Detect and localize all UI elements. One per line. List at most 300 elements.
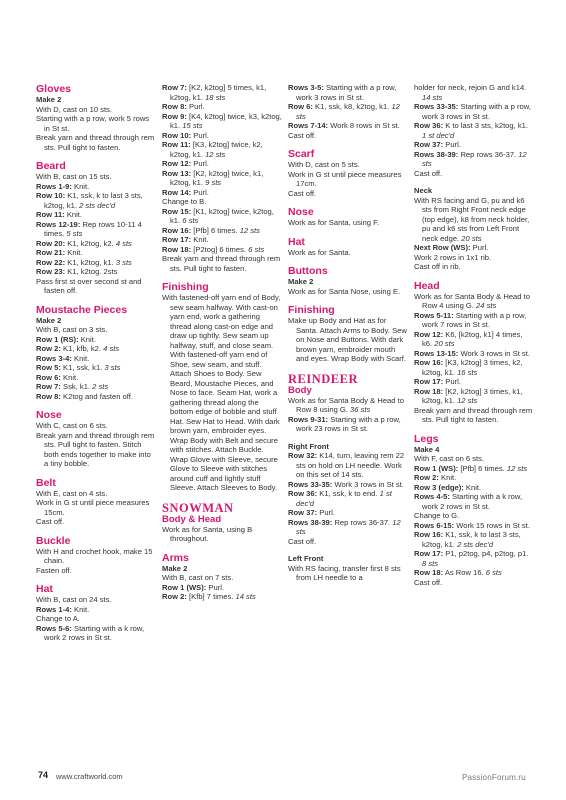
row-label: Row 6: bbox=[36, 372, 61, 382]
section-heading: Moustache Pieces bbox=[36, 303, 128, 316]
section-heading: Finishing bbox=[162, 281, 209, 293]
row-text: Starting with a p row, work 3 rows in St st. bbox=[422, 102, 531, 121]
section-heading: Nose bbox=[36, 409, 62, 421]
section-heading: Hat bbox=[288, 235, 305, 248]
stitch-count: 12 sts bbox=[457, 396, 478, 405]
row-text: Work 15 rows in St st. bbox=[456, 520, 530, 530]
row-label: Rows 9-31: bbox=[288, 414, 329, 424]
instruction-row bbox=[36, 354, 156, 364]
instruction-text bbox=[162, 197, 282, 207]
row-label: Row 1 (RS): bbox=[36, 334, 79, 344]
stitch-count: 12 sts bbox=[296, 517, 401, 536]
instruction-row bbox=[162, 245, 282, 255]
section-heading: Buttons bbox=[288, 265, 328, 277]
row-text: With B, cast on 15 sts. bbox=[36, 172, 112, 181]
instruction-row bbox=[414, 568, 534, 578]
instruction-row bbox=[414, 311, 534, 330]
instruction-text bbox=[288, 131, 408, 141]
section-heading: Legs bbox=[414, 432, 439, 445]
subheading: Right Front bbox=[288, 441, 329, 451]
row-text: K1, kfb, k2. bbox=[63, 344, 102, 353]
row-text: Purl. bbox=[319, 508, 335, 517]
row-label: Rows 5-11: bbox=[414, 310, 454, 320]
row-label: Row 7: bbox=[162, 83, 187, 92]
instruction-text bbox=[36, 498, 156, 517]
row-text: Work as for Santa. bbox=[288, 247, 351, 257]
row-label: Row 17: bbox=[414, 549, 444, 558]
row-text: With F, cast on 6 sts. bbox=[414, 454, 485, 463]
row-text: Ssk, k1. bbox=[63, 382, 91, 391]
instruction-text bbox=[36, 489, 156, 499]
stitch-count: 1 st dec'd bbox=[422, 130, 455, 140]
row-label: Next Row (WS): bbox=[414, 243, 471, 252]
section-heading: Belt bbox=[36, 476, 56, 489]
row-text: K1, ssk, k to last 3 sts, k2tog, k1. bbox=[44, 191, 143, 210]
instruction-text bbox=[36, 133, 156, 152]
row-text: With B, cast on 7 sts. bbox=[162, 573, 234, 582]
column-1 bbox=[36, 83, 156, 643]
row-text: Starting with a p row, work 23 rows in St st. bbox=[296, 414, 401, 433]
row-text: With B, cast on 3 sts. bbox=[36, 325, 108, 334]
row-text: Rep rows 36-37. bbox=[334, 517, 391, 527]
row-text: K to last 3 sts, k2tog, k1. bbox=[445, 121, 528, 130]
instruction-text bbox=[414, 262, 534, 272]
section-heading: Finishing bbox=[288, 304, 335, 316]
row-text: [K2, k2tog] 5 times, k1, k2tog, k1. bbox=[170, 83, 267, 102]
instruction-row bbox=[414, 530, 534, 549]
instruction-row bbox=[36, 258, 156, 268]
stitch-count: 12 sts bbox=[205, 149, 226, 159]
row-label: Row 2: bbox=[414, 473, 439, 482]
instruction-row bbox=[162, 169, 282, 188]
instruction-row bbox=[414, 102, 534, 121]
instruction-row bbox=[36, 382, 156, 392]
instruction-text bbox=[162, 254, 282, 273]
instruction-row bbox=[162, 226, 282, 236]
instruction-row bbox=[288, 121, 408, 131]
row-label: Row 21: bbox=[36, 248, 66, 257]
instruction-row bbox=[36, 373, 156, 383]
row-label: Row 3 (edge): bbox=[414, 482, 464, 492]
row-label: Row 10: bbox=[36, 191, 66, 200]
stitch-count: 4 sts bbox=[115, 238, 132, 248]
row-text: [K3, k2tog] twice, k2, k2tog, k1. bbox=[170, 140, 263, 159]
row-label: Row 16: bbox=[414, 530, 444, 539]
row-text: Knit. bbox=[441, 473, 457, 482]
row-label: Row 37: bbox=[414, 140, 444, 149]
row-label: Row 17: bbox=[162, 235, 192, 244]
instruction-row bbox=[162, 159, 282, 169]
row-text: Knit. bbox=[66, 210, 83, 219]
row-label: Rows 12-19: bbox=[36, 219, 81, 229]
row-label: Rows 38-39: bbox=[288, 517, 333, 527]
instruction-row bbox=[36, 624, 156, 643]
row-text: P1, p2tog, p4, p2tog, p1. bbox=[445, 549, 529, 558]
pattern-subheading: Body & Head bbox=[162, 513, 222, 525]
instruction-text bbox=[162, 293, 282, 493]
instruction-row bbox=[414, 358, 534, 377]
section-heading: Arms bbox=[162, 551, 189, 564]
website-url: www.craftworld.com bbox=[56, 772, 123, 781]
row-text: Work as for Santa, using F. bbox=[288, 218, 380, 227]
stitch-count: 1 st dec'd bbox=[296, 489, 392, 508]
section-heading: Nose bbox=[288, 206, 314, 218]
instruction-row bbox=[36, 267, 156, 277]
instruction-row bbox=[162, 188, 282, 198]
row-text: With fastened-off yarn end of Body, sew seam halfway. With cast-on yarn end, work a gathering thread along cast-on edge and draw up tightly. Sew seam up halfway, stuff, and close seam. With fastened-off yarn end of Shoe, sew seam, and stuff. Attach Shoes to Body. Sew Beard, Moustache Pieces, and Nose to face. Seam Hat, work a gathering thread along the bottom edge of bobble and stuff Hat. Sew Hat to Head. With dark brown yarn, embroider eyes. Wrap Body with Belt and secure with stitches. Attach Buckle. Wrap Glove with Sleeve, secure Glove to Sleeve with stitches around cuff and lightly stuff Sleeve. Attach Sleeves to Body. bbox=[162, 293, 281, 492]
instruction-text bbox=[414, 292, 534, 311]
row-label: Row 16: bbox=[414, 358, 444, 367]
row-text: Starting with a p row, work 3 rows in St st. bbox=[296, 83, 397, 102]
row-text: K1, k2tog. 2sts bbox=[67, 267, 118, 276]
row-text: K2tog and fasten off. bbox=[63, 391, 133, 401]
row-text: Starting with a k row, work 2 rows in St st. bbox=[44, 623, 145, 642]
watermark: PassionForum.ru bbox=[462, 773, 526, 782]
row-label: Rows 1-4: bbox=[36, 604, 72, 614]
row-text: Knit. bbox=[74, 604, 90, 614]
row-text: Fasten off. bbox=[36, 565, 72, 575]
section-heading: Hat bbox=[36, 583, 53, 595]
instruction-row bbox=[162, 112, 282, 131]
row-text: Pass first st over second st and fasten off. bbox=[36, 276, 142, 295]
row-text: With D, cast on 10 sts. bbox=[36, 104, 112, 114]
row-label: Row 5: bbox=[36, 363, 61, 372]
row-text: Work as for Santa Body & Head to Row 8 using G. bbox=[288, 395, 404, 414]
subheading: Left Front bbox=[288, 554, 324, 563]
row-label: Rows 38-39: bbox=[414, 149, 459, 159]
instruction-row bbox=[162, 140, 282, 159]
pattern-subheading: Body bbox=[288, 384, 312, 396]
page-number: 74 bbox=[38, 770, 49, 780]
row-text: [K2, k2tog] 3 times, k1, k2tog, k1. bbox=[422, 386, 523, 405]
row-label: Row 18: bbox=[414, 568, 444, 577]
row-label: Row 10: bbox=[162, 130, 192, 140]
row-text: Change to A. bbox=[36, 614, 80, 623]
row-label: Rows 33-35: bbox=[288, 479, 333, 489]
instruction-text bbox=[288, 316, 408, 364]
row-label: Row 14: bbox=[162, 187, 192, 197]
row-text: Purl. bbox=[445, 140, 461, 149]
instruction-row bbox=[162, 235, 282, 245]
row-text: Cast off in rib. bbox=[414, 262, 461, 271]
instruction-text bbox=[162, 525, 282, 544]
row-label: Rows 1-9: bbox=[36, 181, 72, 191]
instruction-row bbox=[162, 207, 282, 226]
row-text: Work in G st until piece measures 17cm. bbox=[288, 169, 402, 188]
row-text: With H and crochet hook, make 15 chain. bbox=[36, 546, 153, 565]
row-text: Break yarn and thread through rem sts. Pull tight to fasten. bbox=[36, 133, 155, 152]
section-heading: Head bbox=[414, 279, 440, 292]
stitch-count: 2 sts dec'd bbox=[457, 539, 494, 549]
row-text: Starting with a k row, work 2 rows in St st. bbox=[422, 492, 523, 511]
row-label: Row 20: bbox=[36, 238, 66, 248]
stitch-count: 2 sts dec'd bbox=[79, 200, 116, 210]
row-text: Knit. bbox=[63, 372, 79, 382]
stitch-count: 6 sts bbox=[182, 216, 199, 225]
row-text: Starting with a p row, work 7 rows in St st. bbox=[422, 310, 527, 329]
stitch-count: 9 sts bbox=[205, 178, 222, 187]
pattern-title: REINDEER bbox=[288, 371, 358, 386]
stitch-count: 16 sts bbox=[457, 367, 478, 377]
instruction-row bbox=[414, 150, 534, 169]
row-text: Purl. bbox=[193, 187, 209, 197]
instruction-text bbox=[414, 169, 534, 179]
instruction-row bbox=[36, 344, 156, 354]
column-2 bbox=[162, 83, 282, 602]
instruction-row bbox=[414, 349, 534, 359]
row-text: Work in G st until piece measures 15cm. bbox=[36, 498, 150, 517]
instruction-text bbox=[414, 196, 534, 244]
stitch-count: 20 sts bbox=[434, 339, 455, 348]
instruction-row bbox=[36, 220, 156, 239]
subheading: Make 2 bbox=[36, 315, 62, 325]
instruction-text bbox=[288, 537, 408, 547]
instruction-text bbox=[414, 511, 534, 521]
row-text: Purl. bbox=[193, 130, 209, 140]
row-text: Cast off. bbox=[288, 536, 317, 546]
instruction-row bbox=[36, 363, 156, 373]
row-text: Work 3 rows in St st. bbox=[334, 479, 404, 489]
instruction-row bbox=[162, 592, 282, 602]
column-4 bbox=[414, 83, 534, 587]
row-text: Purl. bbox=[189, 102, 205, 111]
row-label: Rows 4-5: bbox=[414, 492, 450, 501]
instruction-row bbox=[414, 140, 534, 150]
instruction-row bbox=[414, 121, 534, 140]
stitch-count: 6 sts bbox=[485, 568, 502, 577]
instruction-row bbox=[414, 243, 534, 253]
instruction-text bbox=[36, 547, 156, 566]
instruction-row bbox=[288, 83, 408, 102]
row-label: Row 12: bbox=[414, 329, 444, 339]
subheading: Make 2 bbox=[36, 95, 62, 104]
row-label: Row 15: bbox=[162, 206, 192, 216]
row-text: K1, ssk, k to end. bbox=[319, 489, 378, 498]
instruction-row bbox=[288, 415, 408, 434]
instruction-text bbox=[414, 454, 534, 464]
stitch-count: 12 sts bbox=[296, 102, 400, 121]
row-label: Row 17: bbox=[414, 377, 444, 386]
row-text: With C, cast on 6 sts. bbox=[36, 421, 108, 430]
row-text: Make up Body and Hat as for Santa. Attach Arms to Body. Sew on Nose and Buttons. With dark brown yarn, embroider mouth and eyes. Wrap Body with Scarf. bbox=[288, 316, 407, 363]
stitch-count: 6 sts bbox=[248, 244, 265, 254]
instruction-row bbox=[414, 492, 534, 511]
instruction-text bbox=[36, 421, 156, 431]
instruction-text bbox=[36, 595, 156, 605]
instruction-row bbox=[414, 377, 534, 387]
row-label: Rows 3-4: bbox=[36, 353, 72, 363]
row-text: [K3, k2tog] 3 times, k2, k2tog, k1. bbox=[422, 358, 523, 377]
instruction-text bbox=[36, 614, 156, 624]
stitch-count: 14 sts bbox=[422, 92, 443, 102]
row-text: Purl. bbox=[193, 159, 209, 168]
section-heading: Beard bbox=[36, 160, 66, 172]
row-label: Row 11: bbox=[162, 140, 191, 149]
row-text: Starting with a p row, work 5 rows in St st. bbox=[36, 114, 150, 133]
instruction-row bbox=[414, 521, 534, 531]
row-text: Cast off. bbox=[36, 517, 65, 526]
row-text: With RS facing and G, pu and k6 sts from Right Front neck edge (top edge), k8 from neck holder, pu and k6 sts from Left Front neck edge. bbox=[414, 195, 530, 243]
section-heading: Scarf bbox=[288, 148, 315, 160]
stitch-count: 15 sts bbox=[182, 121, 203, 130]
row-text: Knit. bbox=[74, 181, 90, 191]
row-label: Row 8: bbox=[36, 391, 61, 401]
row-text: K14, turn, leaving rem 22 sts on hold on LH needle. Work on this set of 14 sts. bbox=[296, 451, 405, 479]
row-text: Purl. bbox=[472, 243, 489, 252]
row-label: Rows 33-35: bbox=[414, 102, 459, 111]
stitch-count: 14 sts bbox=[235, 592, 256, 601]
instruction-text bbox=[414, 578, 534, 588]
instruction-row bbox=[162, 102, 282, 112]
row-label: Row 9: bbox=[162, 111, 187, 121]
instruction-text bbox=[36, 277, 156, 296]
instruction-text bbox=[288, 160, 408, 170]
row-text: As Row 16. bbox=[444, 568, 484, 577]
stitch-count: 3 sts bbox=[115, 257, 132, 267]
instruction-text bbox=[36, 172, 156, 182]
row-text: Break yarn and thread through rem sts. Pull tight to fasten. Stitch both ends together to make into a tiny bobble. bbox=[36, 430, 155, 468]
instruction-row bbox=[288, 508, 408, 518]
row-text: Change to G. bbox=[414, 511, 460, 520]
stitch-count: 3 sts bbox=[104, 363, 121, 372]
row-label: Row 18: bbox=[162, 244, 192, 254]
row-label: Row 22: bbox=[36, 257, 66, 267]
row-label: Row 13: bbox=[162, 168, 192, 178]
instruction-row bbox=[36, 605, 156, 615]
instruction-row bbox=[162, 83, 282, 102]
row-text: With RS facing, transfer first 8 sts from LH needle to a bbox=[288, 563, 401, 582]
row-label: Row 12: bbox=[162, 159, 192, 168]
instruction-text bbox=[36, 105, 156, 115]
row-text: K1, ssk, k1. bbox=[63, 363, 103, 372]
row-label: Row 18: bbox=[414, 386, 444, 396]
row-text: [P2tog] 6 times. bbox=[193, 244, 247, 254]
column-3 bbox=[288, 83, 408, 583]
row-text: Change to B. bbox=[162, 197, 207, 206]
row-text: Purl. bbox=[208, 582, 225, 592]
row-text: Rep rows 10-11 4 times. bbox=[44, 219, 142, 238]
instruction-row bbox=[414, 549, 534, 568]
stitch-count: 12 sts bbox=[239, 225, 260, 235]
row-label: Rows 3-5: bbox=[288, 83, 324, 92]
row-text: Cast off. bbox=[288, 188, 317, 198]
row-text: [K2, k2tog] twice, k1, k2tog, k1. bbox=[170, 168, 264, 187]
instruction-text bbox=[36, 566, 156, 576]
instruction-text bbox=[288, 287, 408, 297]
row-label: Row 8: bbox=[162, 102, 187, 111]
section-heading: Gloves bbox=[36, 83, 72, 95]
instruction-text bbox=[36, 517, 156, 527]
row-text: Knit. bbox=[67, 248, 83, 257]
row-text: With D, cast on 5 sts. bbox=[288, 160, 360, 169]
row-label: Rows 7-14: bbox=[288, 121, 329, 130]
instruction-row bbox=[414, 464, 534, 474]
instruction-row bbox=[414, 330, 534, 349]
instruction-text bbox=[414, 83, 534, 102]
row-label: Row 23: bbox=[36, 267, 66, 276]
row-text: Cast off. bbox=[414, 577, 443, 587]
row-label: Rows 5-6: bbox=[36, 623, 72, 633]
instruction-text bbox=[414, 253, 534, 263]
stitch-count: 36 sts bbox=[350, 405, 371, 414]
row-text: Cast off. bbox=[414, 168, 443, 178]
row-text: Work as for Santa Nose, using E. bbox=[288, 286, 401, 296]
instruction-row bbox=[36, 182, 156, 192]
row-label: Row 32: bbox=[288, 451, 318, 460]
row-label: Row 16: bbox=[162, 225, 192, 235]
subheading: Make 2 bbox=[288, 277, 314, 286]
row-text: Break yarn and thread through rem sts. Pull tight to fasten. bbox=[162, 254, 281, 273]
row-label: Row 11: bbox=[36, 210, 65, 219]
row-text: Break yarn and thread through rem sts. Pull tight to fasten. bbox=[414, 405, 533, 424]
stitch-count: 5 sts bbox=[66, 229, 83, 238]
row-text: Knit. bbox=[465, 482, 482, 492]
row-label: Row 1 (WS): bbox=[162, 582, 207, 592]
row-text: Rep rows 36-37. bbox=[460, 149, 517, 159]
subheading: Neck bbox=[414, 186, 433, 195]
row-label: Row 36: bbox=[414, 121, 444, 130]
instruction-text bbox=[162, 573, 282, 583]
row-label: Row 36: bbox=[288, 489, 318, 498]
instruction-row bbox=[288, 102, 408, 121]
row-text: Work 8 rows in St st. bbox=[330, 121, 400, 130]
instruction-row bbox=[36, 210, 156, 220]
stitch-count: 2 sts bbox=[92, 382, 109, 391]
row-label: Row 37: bbox=[288, 508, 318, 517]
instruction-text bbox=[36, 114, 156, 133]
row-text: With B, cast on 24 sts. bbox=[36, 595, 112, 604]
row-text: holder for neck, rejoin G and k14. bbox=[414, 83, 527, 92]
row-label: Rows 6-15: bbox=[414, 520, 455, 530]
stitch-count: 20 sts bbox=[461, 233, 482, 243]
pattern-title: SNOWMAN bbox=[162, 500, 234, 515]
row-text: With E, cast on 4 sts. bbox=[36, 488, 108, 498]
row-text: Work as for Santa, using B throughout. bbox=[162, 524, 253, 543]
instruction-text bbox=[414, 406, 534, 425]
instruction-text bbox=[36, 431, 156, 469]
instruction-text bbox=[288, 189, 408, 199]
instruction-text bbox=[288, 218, 408, 228]
row-text: Knit. bbox=[193, 235, 209, 244]
stitch-count: 12 sts bbox=[422, 149, 527, 168]
instruction-row bbox=[162, 131, 282, 141]
row-text: Knit. bbox=[74, 353, 90, 363]
instruction-row bbox=[36, 392, 156, 402]
stitch-count: 4 sts bbox=[103, 344, 120, 353]
row-label: Row 1 (WS): bbox=[414, 463, 459, 473]
row-text: K6, [k2tog, k1] 4 times, k6. bbox=[422, 329, 523, 348]
stitch-count: 12 sts bbox=[506, 463, 528, 473]
row-text: Knit. bbox=[80, 334, 96, 344]
row-text: [K4, k2tog] twice, k3, k2tog, k1. bbox=[170, 111, 282, 130]
row-label: Row 2: bbox=[36, 344, 61, 353]
row-text: Work as for Santa Body & Head to Row 4 using G. bbox=[414, 291, 530, 310]
row-text: K1, k2tog, k1. bbox=[67, 257, 114, 267]
row-text: Work 2 rows in 1x1 rib. bbox=[414, 252, 492, 262]
row-label: Row 2: bbox=[162, 592, 187, 601]
subheading: Make 4 bbox=[414, 444, 440, 454]
row-label: Row 6: bbox=[288, 102, 313, 111]
row-text: K1, ssk, k to last 3 sts, k2tog, k1. bbox=[422, 530, 521, 549]
stitch-count: 8 sts bbox=[422, 558, 439, 568]
row-text: K1, ssk, k8, k2tog, k1. bbox=[315, 102, 390, 111]
instruction-text bbox=[288, 396, 408, 415]
instruction-row bbox=[36, 335, 156, 345]
row-text: K1, k2tog, k2. bbox=[67, 238, 114, 248]
row-text: Purl. bbox=[445, 377, 461, 386]
instruction-row bbox=[414, 473, 534, 483]
instruction-text bbox=[288, 564, 408, 583]
